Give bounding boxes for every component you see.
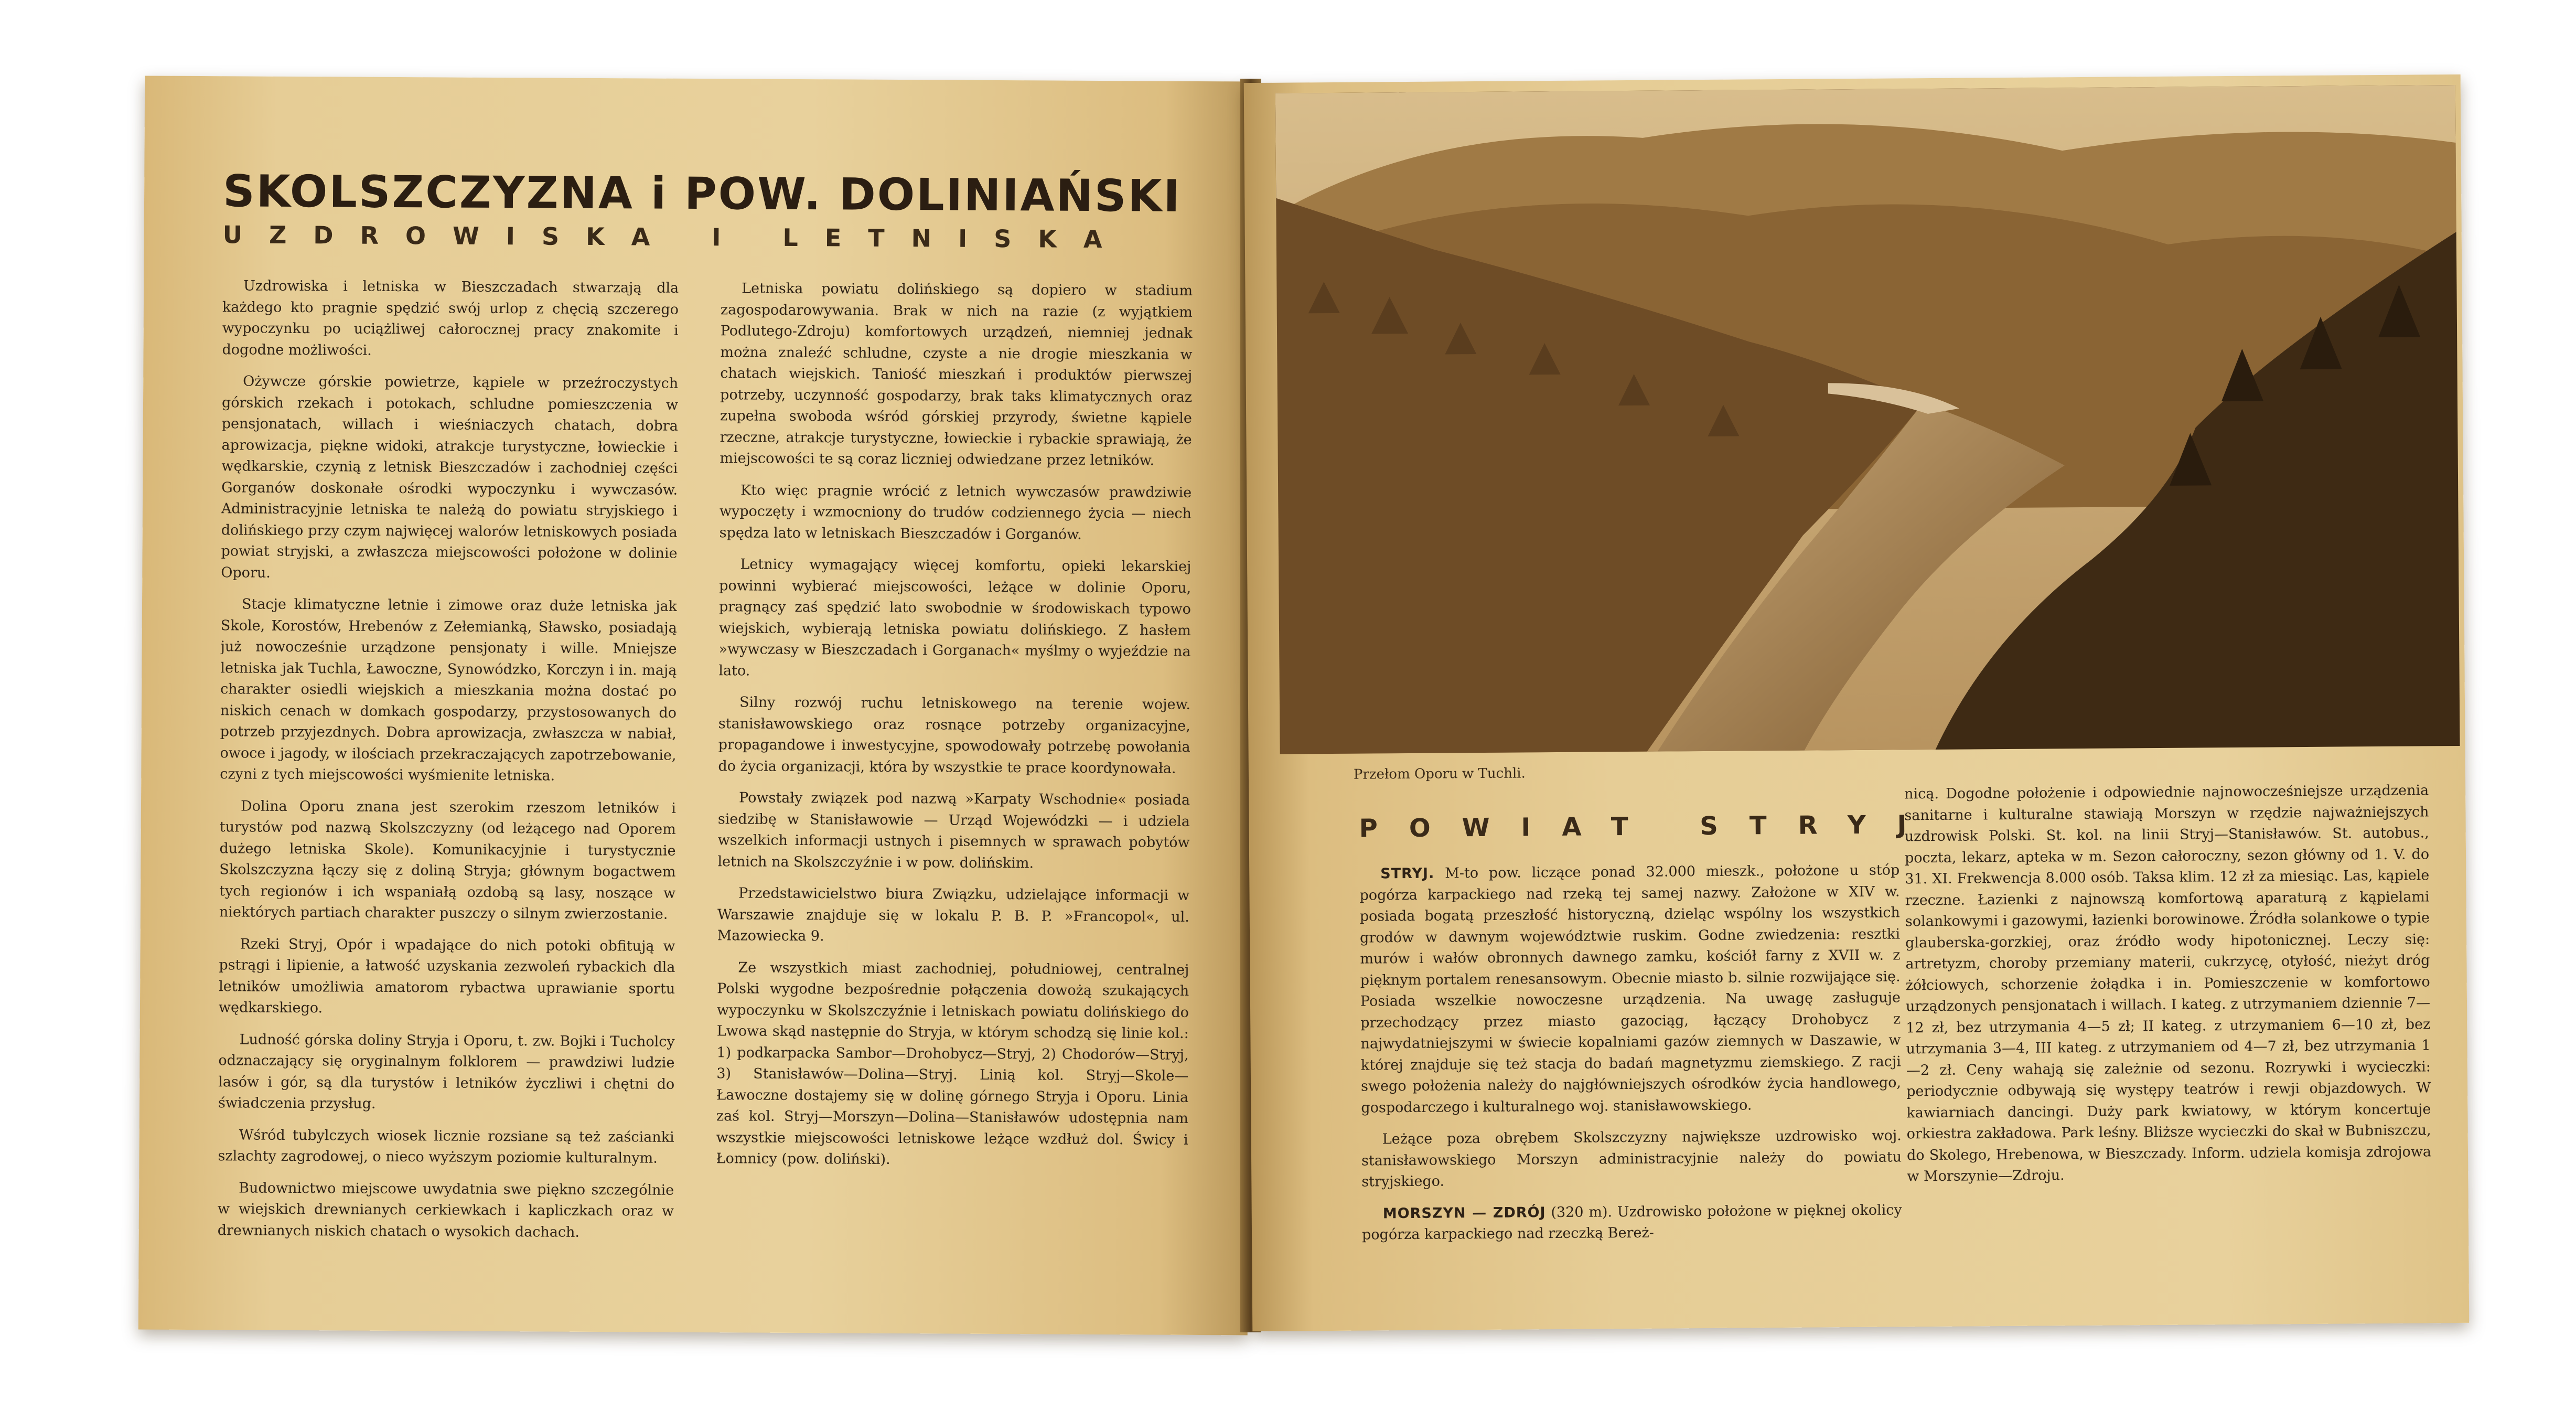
mountain-forest-river-photo — [1275, 85, 2460, 754]
photo-illustration — [1275, 85, 2460, 754]
paragraph — [1361, 1125, 1902, 1193]
paragraph-text: (320 m). Uzdrowisko położone w pięknej okolicy pogórza karpackiego nad rzeczką Bereż- — [1361, 1201, 1902, 1243]
right-column-2 — [1904, 780, 2432, 1282]
paragraph: Ludność górska doliny Stryja i Oporu, t. zw. Bojki i Tucholcy odznaczający się oryginalnym folklorem — prawdziwi ludzie lasów i gór, są dla turystów i letników życzliwi i chętni do świadczenia przysług. — [218, 1031, 675, 1112]
paragraph: Rzeki Stryj, Opór i wpadające do nich potoki obfitują w pstrągi i lipienie, a łatwość uzyskania zezwoleń rybackich dla letników umożliwia amatorom rybactwa uprawianie sportu wędkarskiego. — [218, 935, 675, 1017]
paragraph: Ożywcze górskie powietrze, kąpiele w przeźroczystych górskich rzekach i potokach, schludne pomieszczenia w pensjonatach, willach i wieśniaczych chatach, dobra aprowizacja, piękne widoki, atrakcje turystyczne, łowieckie i wędkarskie, czynią z letnisk Bieszczadów i zachodniej części Gorganów doskonałe ośrodki wypoczynku i wywczasów. Administracyjnie letniska te należą do powiatu stryjskiego i dolińskiego przy czym najwięcej walorów letniskowych posiada powiat stryjski, a zwłaszcza miejscowości położone w dolinie Oporu. — [221, 373, 679, 581]
place-name: STRYJ. — [1380, 865, 1435, 882]
paragraph-text: M-to pow. liczące ponad 32.000 mieszk., położone u stóp pogórza karpackiego nad rzeką tej samej nazwy. Założone w XIV w. posiada bogatą przeszłość historyczną, dzieląc wspólny los wszystkich grodów w dawnym województwie ruskim. Godne zwiedzenia: resztki murów i wałów obronnych dawnego zamku, kościół farny z XVII w. z pięknym portalem renesansowym. Obecnie miasto b. silnie rozwijające się. Posiada wszelkie nowoczesne urządzenia. Na uwagę zasługuje przechodzący przez miasto gazociąg, łączący Drohobycz z najwydatniejszymi w świecie kopalniami gazów ziemnych w Daszawie, w której znajduje się też stacja do badań magnetyzmu ziemskiego. Z racji swego położenia należy do najgłówniejszych ośrodków życia handlowego, gospodarczego i kulturalnego woj. stanisławowskiego. — [1359, 862, 1902, 1116]
paragraph — [1362, 1200, 1903, 1246]
left-page — [138, 76, 1254, 1335]
paragraph: Silny rozwój ruchu letniskowego na terenie wojew. stanisławowskiego oraz rosnące potrzeby organizacyjne, propagandowe i inwestycyjne, spowodowały potrzebę powołania do życia organizacji, która by wszystkie te prace koordynowała. — [718, 694, 1191, 777]
paragraph: Kto więc pragnie wrócić z letnich wywczasów prawdziwie wypoczęty i wzmocniony do trudów codziennego życia — niech spędza lato w letniskach Bieszczadów i Gorganów. — [719, 482, 1192, 543]
page-subtitle: UZDROWISKA I LETNISKA — [222, 220, 1129, 254]
right-column-1 — [1359, 860, 1903, 1283]
paragraph: Letnicy wymagający więcej komfortu, opieki lekarskiej powinni wybierać miejscowości, leżące w dolinie Oporu, pragnący zaś spędzić lato swobodnie w środowiskach typowo wiejskich, wybierają letniska powiatu dolińskiego. Z hasłem »wywczasy w Bieszczadach i Gorganach« myślmy o wyjeździe na lato. — [718, 556, 1192, 679]
paragraph-text: Leżące poza obrębem Skolszczyzny największe uzdrowisko woj. stanisławowskiego Morszyn administracyjnie należy do powiatu stryjskiego. — [1361, 1127, 1902, 1190]
page-title: SKOLSZCZYZNA i POW. DOLINIAŃSKI — [222, 165, 1182, 222]
paragraph — [1359, 860, 1901, 1118]
right-page — [1244, 74, 2470, 1331]
paragraph: Stacje klimatyczne letnie i zimowe oraz duże letniska jak Skole, Korostów, Hrebenów z Zełemianką, Sławsko, posiadają już nowocześnie urządzone pensjonaty i wille. Mniejsze letniska jak Tuchla, Ławoczne, Synowódzko, Korczyn i in. mają charakter osiedli wiejskich a mieszkania można dostać po niskich cenach w domkach gospodarzy, przystosowanych do potrzeb przyjezdnych. Dobra aprowizacja, zwłaszcza w nabiał, owoce i jagody, w ilościach przekraczających zapotrzebowanie, czyni z tych miejscowości wyśmienite letniska. — [220, 596, 678, 784]
paragraph: Przedstawicielstwo biura Związku, udzielające informacji w Warszawie znajduje się w lokalu P. B. P. »Francopol«, ul. Mazowiecka 9. — [717, 885, 1190, 945]
paragraph: Wśród tubylczych wiosek licznie rozsiane są też zaścianki szlachty zagrodowej, o nieco wyższym poziomie kulturalnym. — [218, 1126, 674, 1167]
section-title: POWIAT STRYJ — [1359, 809, 1938, 843]
paragraph: Ze wszystkich miast zachodniej, południowej, centralnej Polski wygodne bezpośrednie połączenia dowożą szukających wypoczynku w Skolszczyźnie i letniskach powiatu dolińskiego do Lwowa skąd następnie do Stryja, w którym schodzą się linie kol.: 1) podkarpacka Sambor—Drohobycz—Stryj, 2) Chodorów—Stryj, 3) Stanisławów—Dolina—Stryj. Linią kol. Stryj—Skole—Ławoczne dostajemy się w dolinę górnego Stryja i Oporu. Linia zaś kol. Stryj—Morszyn—Dolina—Stanisławów udostępnia nam wszystkie miejscowości letniskowe leżące wzdłuż dol. Świcy i Łomnicy (pow. doliński). — [716, 959, 1189, 1168]
photo-caption: Przełom Oporu w Tuchli. — [1353, 765, 1526, 783]
paragraph: Budownictwo miejscowe uwydatnia swe piękno szczególnie w wiejskich drewnianych cerkiewkach i kapliczkach oraz w drewnianych niskich chatach o wysokich dachach. — [217, 1179, 674, 1241]
place-name: MORSZYN — ZDRÓJ — [1382, 1204, 1546, 1222]
paragraph: Letniska powiatu dolińskiego są dopiero w stadium zagospodarowywania. Brak w nich na razie (z wyjątkiem Podlutego-Zdroju) komfortowych urządzeń, niemniej jednak można znaleźć schludne, czyste a nie drogie mieszkania w chatach wiejskich. Taniość mieszkań i produktów pierwszej potrzeby, uczynność gospodarzy, brak taks klimatycznych oraz zupełna swoboda wśród górskiej przyrody, świetne kąpiele rzeczne, atrakcje turystyczne, łowieckie i rybackie sprawiają, że miejscowości te są coraz liczniej odwiedzane przez letników. — [720, 280, 1193, 469]
paragraph: nicą. Dogodne położenie i odpowiednie najnowocześniejsze urządzenia sanitarne i kulturalne stawiają Morszyn w rzędzie najważniejszych uzdrowisk Polski. St. kol. na linii Stryj—Stanisławów. St. autobus., poczta, lekarz, apteka w m. Sezon całoroczny, sezon główny od 1. V. do 31. XI. Frekwencja 8.000 osób. Taksa klim. 12 zł za miesiąc. Las, kąpiele rzeczne. Łazienki z najnowszą komfortową aparaturą z kąpielami solankowymi i gazowymi, łazienki borowinowe. Źródła solankowe o typie glauberska-gorzkiej, oraz źródło wody hipotonicznej. Leczy się: artretyzm, choroby przemiany materii, cukrzycę, otyłość, nieżyt dróg żółciowych, schorzenie żołądka i in. Pomieszczenie w komfortowo urządzonych pensjonatach i willach. I kateg. z utrzymaniem dziennie 7—12 zł, bez utrzymania 4—5 zł; II kateg. z utrzymaniem 6—10 zł, bez utrzymania 3—4, III kateg. z utrzymaniem od 4—7 zł, bez utrzymania 1—2 zł. Ceny wahają się zależnie od sezonu. Rozrywki i wycieczki: periodycznie odbywają się występy teatrów i rewji objazdowych. W kawiarniach dancingi. Duży park kwiatowy, w którym koncertuje orkiestra zakładowa. Park leśny. Bliższe wycieczki do skał w Bubniszczu, do Skolego, Hrebenowa, w Bieszczady. Inform. udziela komisja zdrojowa w Morszynie—Zdroju. — [1904, 782, 2432, 1185]
left-column-1 — [217, 275, 679, 1317]
paragraph: Powstały związek pod nazwą »Karpaty Wschodnie« posiada siedzibę w Stanisławowie — Urząd Wojewódzki — i udziela wszelkich informacji ustnych i pisemnych w sprawach pobytów letnich na Skolszczyźnie i w pow. dolińskim. — [717, 789, 1190, 871]
paragraph: Dolina Oporu znana jest szerokim rzeszom letników i turystów pod nazwą Skolszczyzny (od leżącego nad Oporem dużego letniska Skole). Komunikacyjnie i turystycznie Skolszczyzna łączy się z doliną Stryja; głównym bogactwem tych regionów i ich wspaniałą ozdobą są lasy, noszące w niektórych partiach charakter puszczy o silnym zwierzostanie. — [219, 797, 677, 923]
left-column-2 — [715, 278, 1193, 1319]
paragraph: Uzdrowiska i letniska w Bieszczadach stwarzają dla każdego kto pragnie spędzić swój urlop z chęcią szczerego wypoczynku po uciążliwej całorocznej pracy znakomite i dogodne możliwości. — [222, 277, 679, 359]
